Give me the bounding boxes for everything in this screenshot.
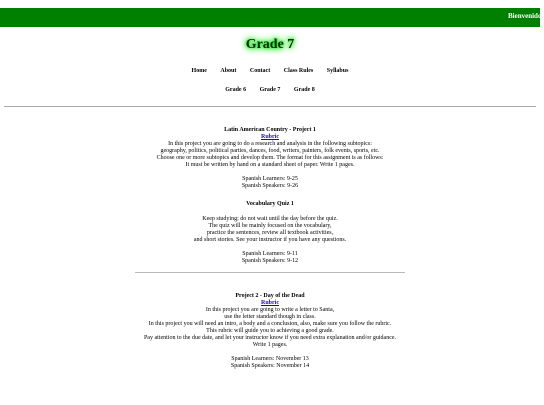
due-dates [0,176,540,190]
nav-contact-link[interactable]: Contact [249,68,271,74]
description-line: and short stories. See your instructor if you have any questions. [193,237,347,243]
nav-about-link[interactable]: About [220,68,237,74]
description-line: Pay attention to the due date, and let your instructor know if you need extra explanation and/or guidance. [143,335,397,341]
due-dates [0,356,540,370]
page-title: Grade 7 [245,37,295,52]
grade-nav [0,87,540,93]
assignments-content [0,127,540,370]
assignment-title: Vocabulary Quiz 1 [246,201,294,207]
description-line: In this project you are going to do a research and analysis in the following subtopics: [168,141,372,147]
assignment-title: Project 2 - Day of the Dead [235,293,305,299]
nav-grade-8-link[interactable]: Grade 8 [293,87,315,93]
nav-home-link[interactable]: Home [191,68,207,74]
section-divider [135,272,405,273]
primary-nav [0,68,540,74]
top-banner [0,8,544,27]
due-dates [0,251,540,265]
description-line: geography, politics, political parties, dances, food, writers, painters, folk events, sports, etc. [160,148,380,154]
description-line: Choose one or more subtopics and develop them. The format for this assignment is as follows: [156,155,384,161]
description-line: Keep studying; do not wait until the day before the quiz. [202,216,338,222]
welcome-marquee: Bienvenidos [508,12,544,20]
nav-grade-6-link[interactable]: Grade 6 [225,87,247,93]
header-divider [4,106,536,107]
nav-class-rules-link[interactable]: Class Rules [283,68,314,74]
due-date-learners: Spanish Learners: 9-11 [242,251,298,257]
description-line: Write 1 pages. [252,342,288,348]
rubric-link[interactable]: Rubric [261,300,279,306]
description-line: In this project you are going to write a letter to Santa, [205,307,335,313]
nav-syllabus-link[interactable]: Syllabus [326,68,349,74]
due-date-learners: Spanish Learners: 9-25 [242,176,298,182]
assignment-title: Latin American Country - Project 1 [224,127,316,133]
due-date-speakers: Spanish Speakers: November 14 [230,363,310,369]
description-line: It must be written by hand on a standard sheet of paper. Write 1 pages. [185,162,355,168]
description-line: The quiz will be mainly focused on the vocabulary, [208,223,332,229]
due-date-speakers: Spanish Speakers: 9-26 [241,183,299,189]
due-date-learners: Spanish Learners: November 13 [231,356,309,362]
assignment-project-1 [0,127,540,190]
description-line: use the letter standard though in class. [224,314,316,320]
description-line: This rubric will guide you to achieving a good grade. [206,328,334,334]
due-date-speakers: Spanish Speakers: 9-12 [241,258,299,264]
rubric-link[interactable]: Rubric [261,134,279,140]
description-line: In this project you will need an intro, a body and a conclusion, also, make sure you follow the rubric. [148,321,392,327]
nav-grade-7-link[interactable]: Grade 7 [259,87,281,93]
description-line: practice the sentences, review all textbook activities, [206,230,334,236]
assignment-vocabulary-quiz-1 [0,201,540,265]
assignment-project-2 [0,293,540,370]
